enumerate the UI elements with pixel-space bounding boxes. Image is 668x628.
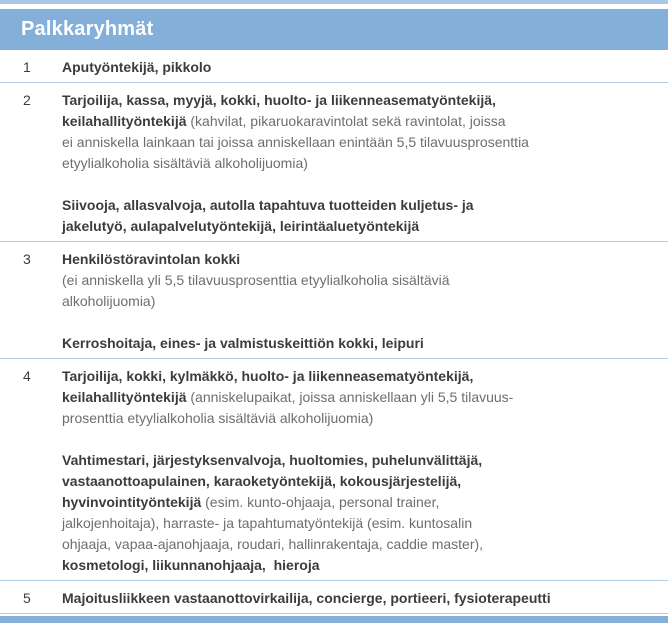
- text-line: ohjaaja, vapaa-ajanohjaaja, roudari, hallinrakentaja, caddie master),: [62, 536, 484, 552]
- pay-group-table: [0, 50, 668, 614]
- text-line: (ei anniskella yli 5,5 tilavuusprosenttia etyylialkoholia sisältäviä: [62, 272, 450, 288]
- pay-group-number: 3: [23, 251, 31, 267]
- pay-group-row: [0, 359, 668, 581]
- text-line: Majoitusliikkeen vastaanottovirkailija, concierge, portieeri, fysioterapeutti: [62, 590, 551, 606]
- pay-group-number: 4: [23, 368, 31, 384]
- text-line: jalkojenhoitaja), harraste- ja tapahtumatyöntekijä (esim. kuntosalin: [62, 515, 473, 531]
- pay-group-content: [62, 588, 668, 609]
- pay-group-row: [0, 242, 668, 359]
- text-line: etyylialkoholia sisältäviä alkoholijuomia): [62, 155, 308, 171]
- text-line: Tarjoilija, kassa, myyjä, kokki, huolto- ja liikenneasematyöntekijä,: [62, 92, 496, 108]
- pay-group-number: 5: [23, 590, 31, 606]
- paragraph: [62, 57, 660, 78]
- text-line: Aputyöntekijä, pikkolo: [62, 59, 212, 75]
- text-line: Siivooja, allasvalvoja, autolla tapahtuva tuotteiden kuljetus- ja: [62, 197, 474, 213]
- pay-group-content: [62, 57, 668, 78]
- text-line: alkoholijuomia): [62, 293, 156, 309]
- text-line: Vahtimestari, järjestyksenvalvoja, huoltomies, puhelunvälittäjä,: [62, 452, 483, 468]
- pay-group-content: [62, 90, 668, 237]
- pay-group-content: [62, 249, 668, 354]
- text-line: ei anniskella lainkaan tai joissa anniskellaan enintään 5,5 tilavuusprosenttia: [62, 134, 529, 150]
- paragraph: [62, 195, 660, 237]
- text-line: keilahallityöntekijä (anniskelupaikat, joissa anniskellaan yli 5,5 tilavuus-: [62, 389, 514, 405]
- text-line: vastaanottoapulainen, karaoketyöntekijä, kokousjärjestelijä,: [62, 473, 462, 489]
- paragraph: [62, 450, 660, 576]
- paragraph: [62, 366, 660, 429]
- text-line: Kerroshoitaja, eines- ja valmistuskeittiön kokki, leipuri: [62, 335, 424, 351]
- pay-group-number: 1: [23, 59, 31, 75]
- bottom-accent-bar: [0, 616, 668, 623]
- text-line: Henkilöstöravintolan kokki: [62, 251, 241, 267]
- table-title: Palkkaryhmät: [21, 18, 154, 40]
- pay-group-row: [0, 581, 668, 614]
- text-line: jakelutyö, aulapalvelutyöntekijä, leirintäaluetyöntekijä: [62, 218, 420, 234]
- top-accent-line: [0, 0, 668, 4]
- text-line: prosenttia etyylialkoholia sisältäviä alkoholijuomia): [62, 410, 374, 426]
- paragraph: [62, 90, 660, 174]
- text-line: hyvinvointityöntekijä (esim. kunto-ohjaaja, personal trainer,: [62, 494, 440, 510]
- paragraph: [62, 333, 660, 354]
- text-line: kosmetologi, liikunnanohjaaja, hieroja: [62, 557, 320, 573]
- paragraph: [62, 249, 660, 312]
- pay-group-content: [62, 366, 668, 576]
- pay-group-row: [0, 50, 668, 83]
- paragraph: [62, 588, 660, 609]
- text-line: Tarjoilija, kokki, kylmäkkö, huolto- ja liikenneasematyöntekijä,: [62, 368, 474, 384]
- pay-group-number: 2: [23, 92, 31, 108]
- pay-group-row: [0, 83, 668, 242]
- table-header: [0, 9, 668, 50]
- text-line: keilahallityöntekijä (kahvilat, pikaruokaravintolat sekä ravintolat, joissa: [62, 113, 506, 129]
